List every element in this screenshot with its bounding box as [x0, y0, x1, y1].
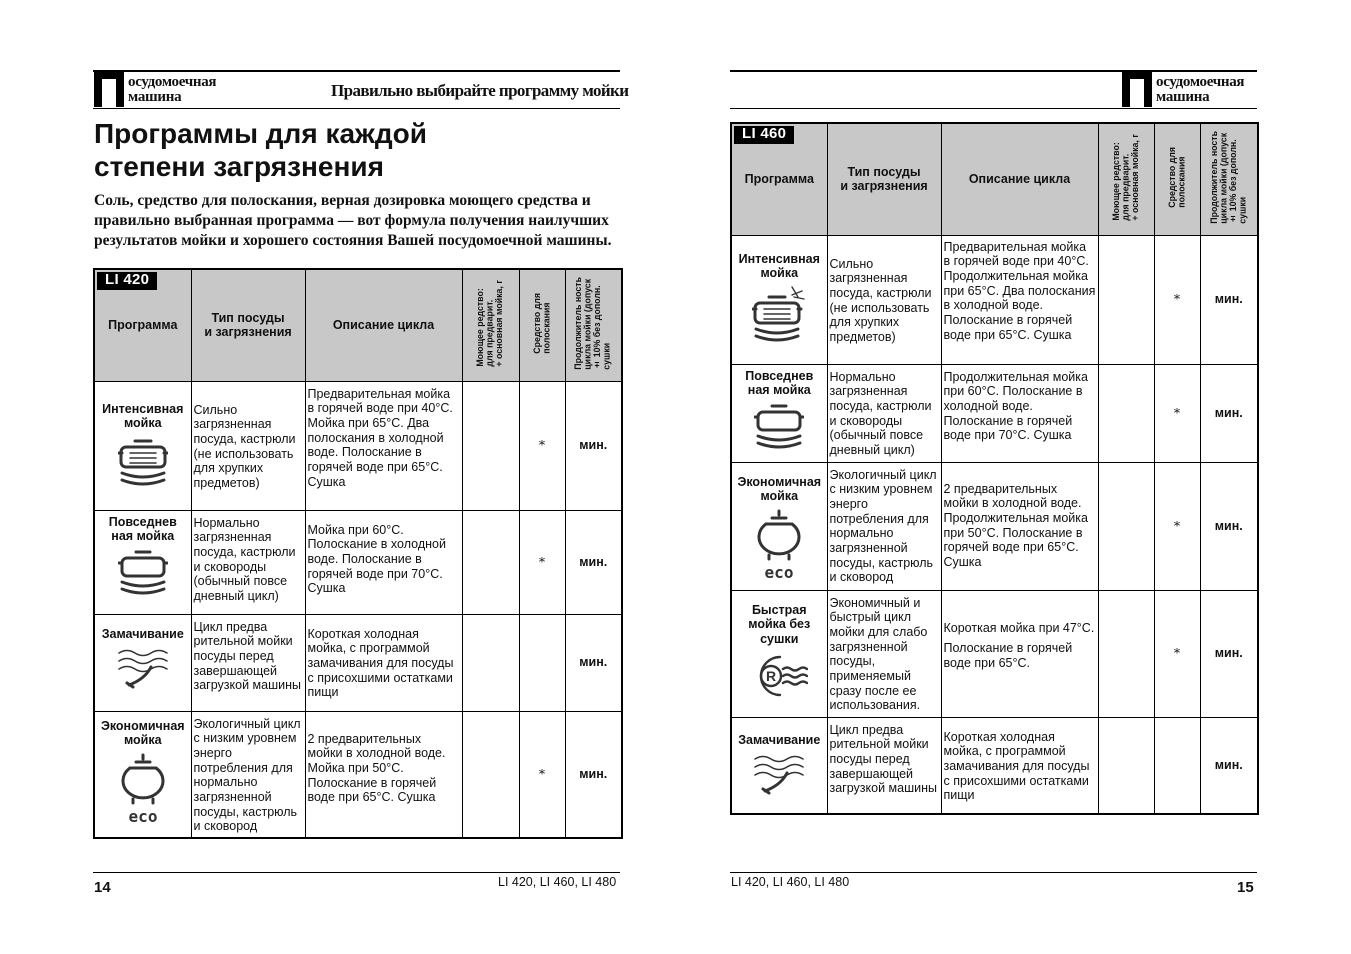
table-row — [94, 614, 622, 711]
duration-cell: мин. — [1200, 717, 1258, 814]
rinse-cell: * — [519, 711, 565, 838]
program-name-cell — [731, 717, 827, 814]
detergent-cell — [462, 381, 519, 510]
cycle-desc-text: Предварительная мойка в горячей воде при 40°С. Продолжительная мойка при 65°С. Два полоскания в холодной воде. Полоскание в горячей воде при 65°С. Сушка — [943, 239, 1096, 342]
model-badge: LI 460 — [734, 126, 794, 144]
rinse-label-1: Средство для — [1166, 147, 1177, 208]
page-title-line-1: Программы для каждой — [94, 118, 427, 149]
pot-intensive-icon — [752, 285, 806, 343]
duration-cell: мин. — [565, 510, 622, 614]
table-row — [731, 590, 1258, 717]
rinse-label-2: полоскания — [1176, 156, 1186, 208]
footer-models: LI 420, LI 460, LI 480 — [731, 875, 850, 889]
cycle-desc-text: 2 предварительных мойки в холодной воде. Продолжительная мойка при 50°С. Полоскание в горячей воде при 65°С. Сушка — [943, 481, 1088, 570]
program-table-li460 — [730, 122, 1259, 815]
page-number: 14 — [94, 879, 111, 896]
logo-line-2: машина — [1156, 89, 1210, 105]
pot-daily-icon — [754, 402, 804, 450]
col-rinse-header — [519, 269, 565, 381]
page-title — [94, 117, 427, 183]
dish-type-cell — [191, 510, 305, 614]
eco-icon — [119, 752, 167, 826]
program-name-cell — [94, 510, 191, 614]
rinse-cell: * — [1154, 462, 1200, 590]
pot-intensive-icon — [118, 435, 168, 489]
duration-cell: мин. — [1200, 590, 1258, 717]
detergent-cell — [1098, 364, 1154, 462]
cycle-desc-cell — [305, 510, 462, 614]
program-name: Быстрая мойка без сушки — [748, 602, 811, 646]
col-cycle-header: Описание цикла — [305, 269, 462, 381]
program-name: Повседнев ная мойка — [108, 514, 177, 544]
col-dishes-label-2: и загрязнения — [840, 179, 928, 194]
col-rinse-header — [1154, 123, 1200, 235]
dish-type-cell — [827, 364, 941, 462]
program-name-cell — [731, 590, 827, 717]
duration-cell: мин. — [565, 381, 622, 510]
duration-label-4: сушки — [1237, 196, 1248, 224]
section-title: Правильно выбирайте программу мойки — [331, 81, 629, 100]
col-program-header — [731, 123, 827, 235]
col-dishes-label-1: Тип посуды — [847, 164, 921, 179]
footer-models: LI 420, LI 460, LI 480 — [498, 875, 617, 889]
duration-label-2: цикла мойки (допуск — [582, 278, 593, 370]
col-dishes-label-1: Тип посуды — [211, 310, 285, 325]
cycle-desc-text: 2 предварительных мойки в холодной воде. Мойка при 50°С. Полоскание в горячей воде при 65°С. Сушка — [307, 731, 446, 805]
cycle-desc-text: Предварительная мойка в горячей воде при 40°С. Мойка при 65°С. Два полоскания в холодной воде. Полоскание в горячей воде при 65°С. Сушка — [307, 386, 453, 489]
soak-icon — [753, 751, 805, 795]
cycle-desc-cell — [305, 614, 462, 711]
intro-paragraph: Соль, средство для полоскания, верная дозировка моющего средства и правильно выбранная программа — вот формула получения наилучших результатов мойки и хорошего состояния Вашей посудомоечной машины. — [94, 192, 612, 249]
duration-cell: мин. — [1200, 364, 1258, 462]
header-top-rule — [93, 70, 620, 72]
detergent-label-1: Моющее редство: — [1110, 142, 1121, 221]
dish-type-text: Сильно загрязненная посуда, кастрюли (не использовать для хрупких предметов) — [193, 402, 296, 491]
logo-line-1: осудомоечная — [128, 74, 217, 90]
cycle-desc-cell — [941, 462, 1098, 590]
cycle-desc-text: Полоскание в горячей воде при 65°С. — [943, 641, 1073, 670]
duration-cell: мин. — [1200, 462, 1258, 590]
dish-type-cell — [191, 381, 305, 510]
program-name-cell — [731, 462, 827, 590]
header-top-rule — [730, 70, 1257, 72]
detergent-cell — [1098, 462, 1154, 590]
col-program-label: Программа — [744, 171, 814, 186]
dish-type-text: Сильно загрязненная посуда, кастрюли (не использовать для хрупких предметов) — [829, 256, 932, 345]
rinse-label-2: полоскания — [541, 302, 551, 354]
program-name-cell — [731, 235, 827, 364]
header-bottom-rule — [93, 108, 620, 109]
program-name: Повседнев ная мойка — [745, 368, 814, 398]
detergent-cell — [462, 510, 519, 614]
detergent-cell — [1098, 235, 1154, 364]
duration-label-2: цикла мойки (допуск — [1218, 132, 1229, 224]
header-bottom-rule — [730, 108, 1257, 109]
rinse-cell — [519, 614, 565, 711]
duration-label-4: сушки — [601, 342, 612, 370]
table-row — [94, 711, 622, 838]
col-duration-header — [1200, 123, 1258, 235]
col-detergent-header — [462, 269, 519, 381]
cycle-desc-text: Короткая холодная мойка, с программой замачивания для посуды с присохшими остатками пищи — [307, 626, 454, 700]
program-name: Экономичная мойка — [100, 718, 185, 748]
eco-label: eco — [128, 806, 158, 826]
brand-logo-icon — [1122, 71, 1152, 107]
dish-type-text: Экологичный цикл с низким уровнем энерго потребления для нормально загрязненной посуды, кастрюль и сковород — [193, 716, 301, 834]
dish-type-text: Нормально загрязненная посуда, кастрюли и сковороды (обычный повсе дневный цикл) — [829, 369, 932, 458]
detergent-cell — [1098, 717, 1154, 814]
eco-icon — [755, 508, 803, 582]
detergent-label-2: для предварит. — [484, 299, 495, 367]
cycle-desc-text: Мойка при 60°С. Полоскание в холодной воде. Полоскание в горячей воде при 70°С. Сушка — [307, 522, 446, 596]
program-name: Интенсивная мойка — [102, 401, 184, 431]
cycle-desc-cell — [305, 711, 462, 838]
detergent-cell — [462, 711, 519, 838]
rinse-cell: * — [519, 381, 565, 510]
program-name-cell — [94, 614, 191, 711]
detergent-label-2: для предварит. — [1120, 153, 1131, 221]
footer-rule — [730, 872, 1257, 873]
detergent-cell — [1098, 590, 1154, 717]
logo-line-1: осудомоечная — [1156, 74, 1245, 90]
duration-cell: мин. — [1200, 235, 1258, 364]
program-name: Замачивание — [738, 732, 821, 747]
program-name: Замачивание — [101, 626, 184, 641]
cycle-desc-cell — [941, 590, 1098, 717]
program-name-cell — [731, 364, 827, 462]
dish-type-cell — [827, 717, 941, 814]
col-dishes-header — [191, 269, 305, 381]
cycle-desc-cell — [941, 717, 1098, 814]
col-detergent-header — [1098, 123, 1154, 235]
dish-type-text: Экологичный цикл с низким уровнем энерго потребления для нормально загрязненной посуды, кастрюль и сковород — [829, 467, 937, 585]
col-program-header — [94, 269, 191, 381]
dish-type-cell — [191, 614, 305, 711]
duration-label-1: Продолжитель ность — [1208, 131, 1219, 224]
logo-line-2: машина — [128, 89, 182, 105]
col-dishes-label-2: и загрязнения — [204, 325, 292, 340]
page-title-line-2: степени загрязнения — [94, 151, 384, 182]
detergent-cell — [462, 614, 519, 711]
soak-icon — [117, 645, 169, 689]
cycle-desc-cell — [941, 364, 1098, 462]
model-badge: LI 420 — [97, 272, 157, 290]
duration-cell: мин. — [565, 711, 622, 838]
col-program-label: Программа — [108, 317, 178, 332]
rinse-cell: * — [1154, 235, 1200, 364]
program-name-cell — [94, 711, 191, 838]
eco-label: eco — [764, 562, 794, 582]
dish-type-text: Экономичный и быстрый цикл мойки для слабо загрязненной посуды, применяемый сразу после ее использования. — [829, 595, 928, 713]
dish-type-text: Цикл предва рительной мойки посуды перед завершающей загрузкой машины — [193, 619, 301, 693]
dish-type-text: Нормально загрязненная посуда, кастрюли и сковороды (обычный повсе дневный цикл) — [193, 515, 296, 604]
cycle-desc-cell — [305, 381, 462, 510]
table-row — [731, 717, 1258, 814]
rinse-cell: * — [519, 510, 565, 614]
footer-rule — [93, 872, 620, 873]
col-cycle-header: Описание цикла — [941, 123, 1098, 235]
rinse-cell: * — [1154, 364, 1200, 462]
dish-type-text: Цикл предва рительной мойки посуды перед завершающей загрузкой машины — [829, 722, 937, 796]
cycle-desc-text: Продолжительная мойка при 60°С. Полоскание в холодной воде. Полоскание в горячей воде при 70°С. Сушка — [943, 369, 1088, 443]
col-dishes-header — [827, 123, 941, 235]
rinse-label-1: Средство для — [531, 293, 542, 354]
rinse-cell — [1154, 717, 1200, 814]
table-row — [731, 235, 1258, 364]
brand-logo-text — [1156, 75, 1244, 105]
detergent-label-1: Моющее редство: — [475, 288, 486, 367]
cycle-desc-cell — [941, 235, 1098, 364]
pot-daily-icon — [118, 548, 168, 596]
program-name-cell — [94, 381, 191, 510]
rapid-label: R — [766, 667, 777, 684]
program-name: Интенсивная мойка — [738, 251, 820, 281]
dish-type-cell — [827, 462, 941, 590]
table-row — [94, 381, 622, 510]
brand-logo-icon — [94, 71, 124, 107]
duration-cell: мин. — [565, 614, 622, 711]
page-number: 15 — [1237, 879, 1254, 896]
program-name: Экономичная мойка — [737, 474, 822, 504]
duration-label-3: ± 10% без дополн. — [592, 285, 603, 370]
dish-type-cell — [827, 590, 941, 717]
duration-label-1: Продолжитель ность — [573, 277, 584, 370]
brand-logo-text — [128, 75, 216, 105]
col-duration-header — [565, 269, 622, 381]
dish-type-cell — [191, 711, 305, 838]
detergent-label-3: + основная мойка, г — [494, 280, 505, 367]
rapid-icon — [750, 651, 808, 701]
table-row — [731, 364, 1258, 462]
rinse-cell: * — [1154, 590, 1200, 717]
detergent-label-3: + основная мойка, г — [1129, 134, 1140, 221]
table-row — [94, 510, 622, 614]
duration-label-3: ± 10% без дополн. — [1227, 139, 1238, 224]
table-row — [731, 462, 1258, 590]
cycle-desc-text: Короткая мойка при 47°С. — [943, 620, 1095, 635]
cycle-desc-text: Короткая холодная мойка, с программой замачивания для посуды с присохшими остатками пищи — [943, 729, 1090, 803]
program-table-li420 — [93, 268, 623, 839]
dish-type-cell — [827, 235, 941, 364]
